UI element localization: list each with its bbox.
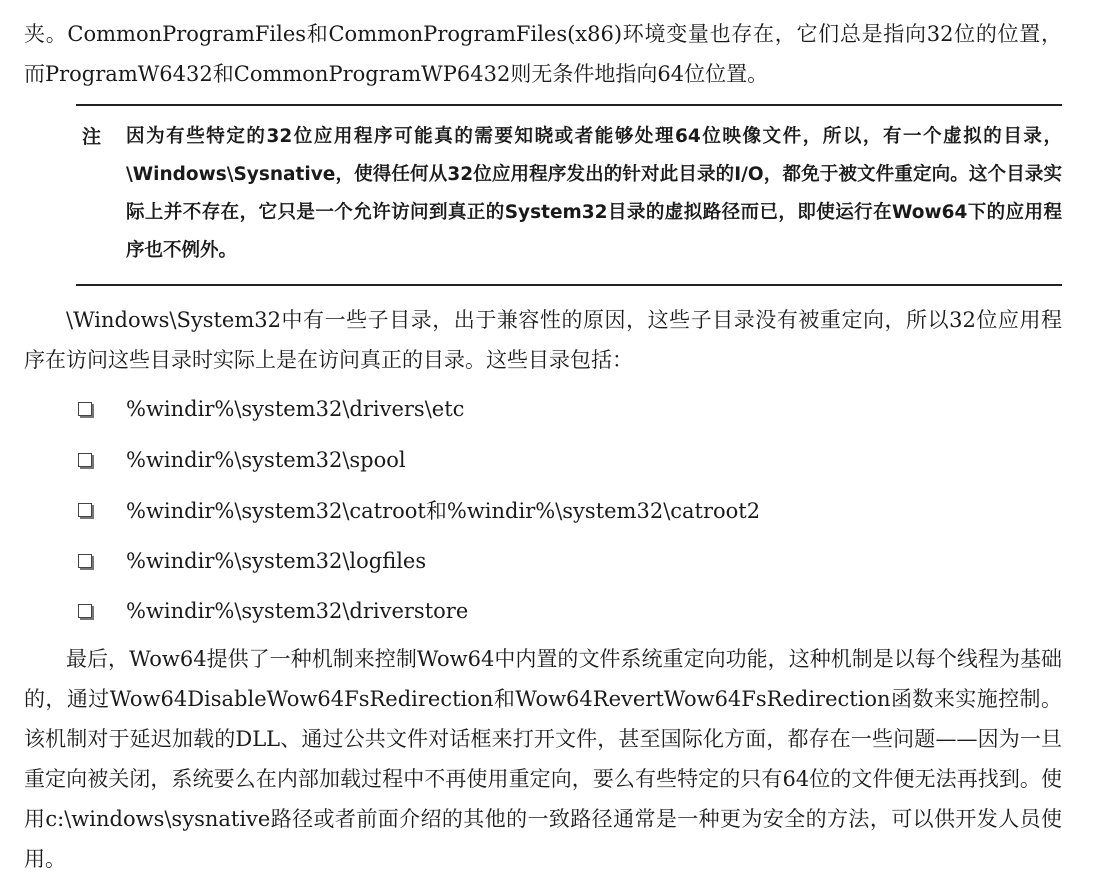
- list-item-text: %windir%\system32\spool: [126, 447, 406, 472]
- note-text: 因为有些特定的32位应用程序可能真的需要知晓或者能够处理64位映像文件，所以，有一个虚拟的目录，\Windows\Sysnative，使得任何从32位应用程序发出的针对此目录的I/O，都免于被文件重定向。这个目录实际上并不存在，它只是一个允许访问到真正的System32目录的虚拟路径而已，即使运行在Wow64下的应用程序也不例外。: [126, 126, 1062, 261]
- note-box: [76, 104, 1062, 286]
- list-item-text: %windir%\system32\catroot和%windir%\system32\catroot2: [126, 499, 761, 524]
- checkbox-bullet-icon: [78, 604, 92, 618]
- checkbox-bullet-icon: [78, 554, 92, 568]
- list-item-text: %windir%\system32\drivers\etc: [126, 397, 465, 422]
- checkbox-bullet-icon: [78, 453, 92, 467]
- list-item: [78, 384, 1062, 435]
- note-label: 注: [82, 126, 102, 148]
- paragraph-redirection-control: 最后，Wow64提供了一种机制来控制Wow64中内置的文件系统重定向功能，这种机制是以每个线程为基础的，通过Wow64DisableWow64FsRedirection和Wow64RevertWow64FsRedirection函数来实施控制。该机制对于延迟加载的DLL、通过公共文件对话框来打开文件，甚至国际化方面，都存在一些问题——因为一旦重定向被关闭，系统要么在内部加载过程中不再使用重定向，要么有些特定的只有64位的文件便无法再找到。使用c:\windows\sysnative路径或者前面介绍的其他的一致路径通常是一种更为安全的方法，可以供开发人员使用。: [24, 646, 1062, 871]
- list-item-text: %windir%\system32\logfiles: [126, 548, 427, 573]
- list-item: [78, 435, 1062, 486]
- directory-list: [24, 384, 1062, 637]
- paragraph-system32-subdirectories: \Windows\System32中有一些子目录，出于兼容性的原因，这些子目录没有被重定向，所以32位应用程序在访问这些目录时实际上是在访问真正的目录。这些目录包括：: [24, 308, 1062, 372]
- checkbox-bullet-icon: [78, 402, 92, 416]
- list-item: [78, 485, 1062, 536]
- paragraph-environment-variables: 夹。CommonProgramFiles和CommonProgramFiles(x86)环境变量也存在，它们总是指向32位的位置，而ProgramW6432和CommonProgramWP6432则无条件地指向64位位置。: [24, 22, 1062, 86]
- list-item: [78, 586, 1062, 637]
- checkbox-bullet-icon: [78, 503, 92, 517]
- list-item-text: %windir%\system32\driverstore: [126, 599, 469, 624]
- list-item: [78, 536, 1062, 587]
